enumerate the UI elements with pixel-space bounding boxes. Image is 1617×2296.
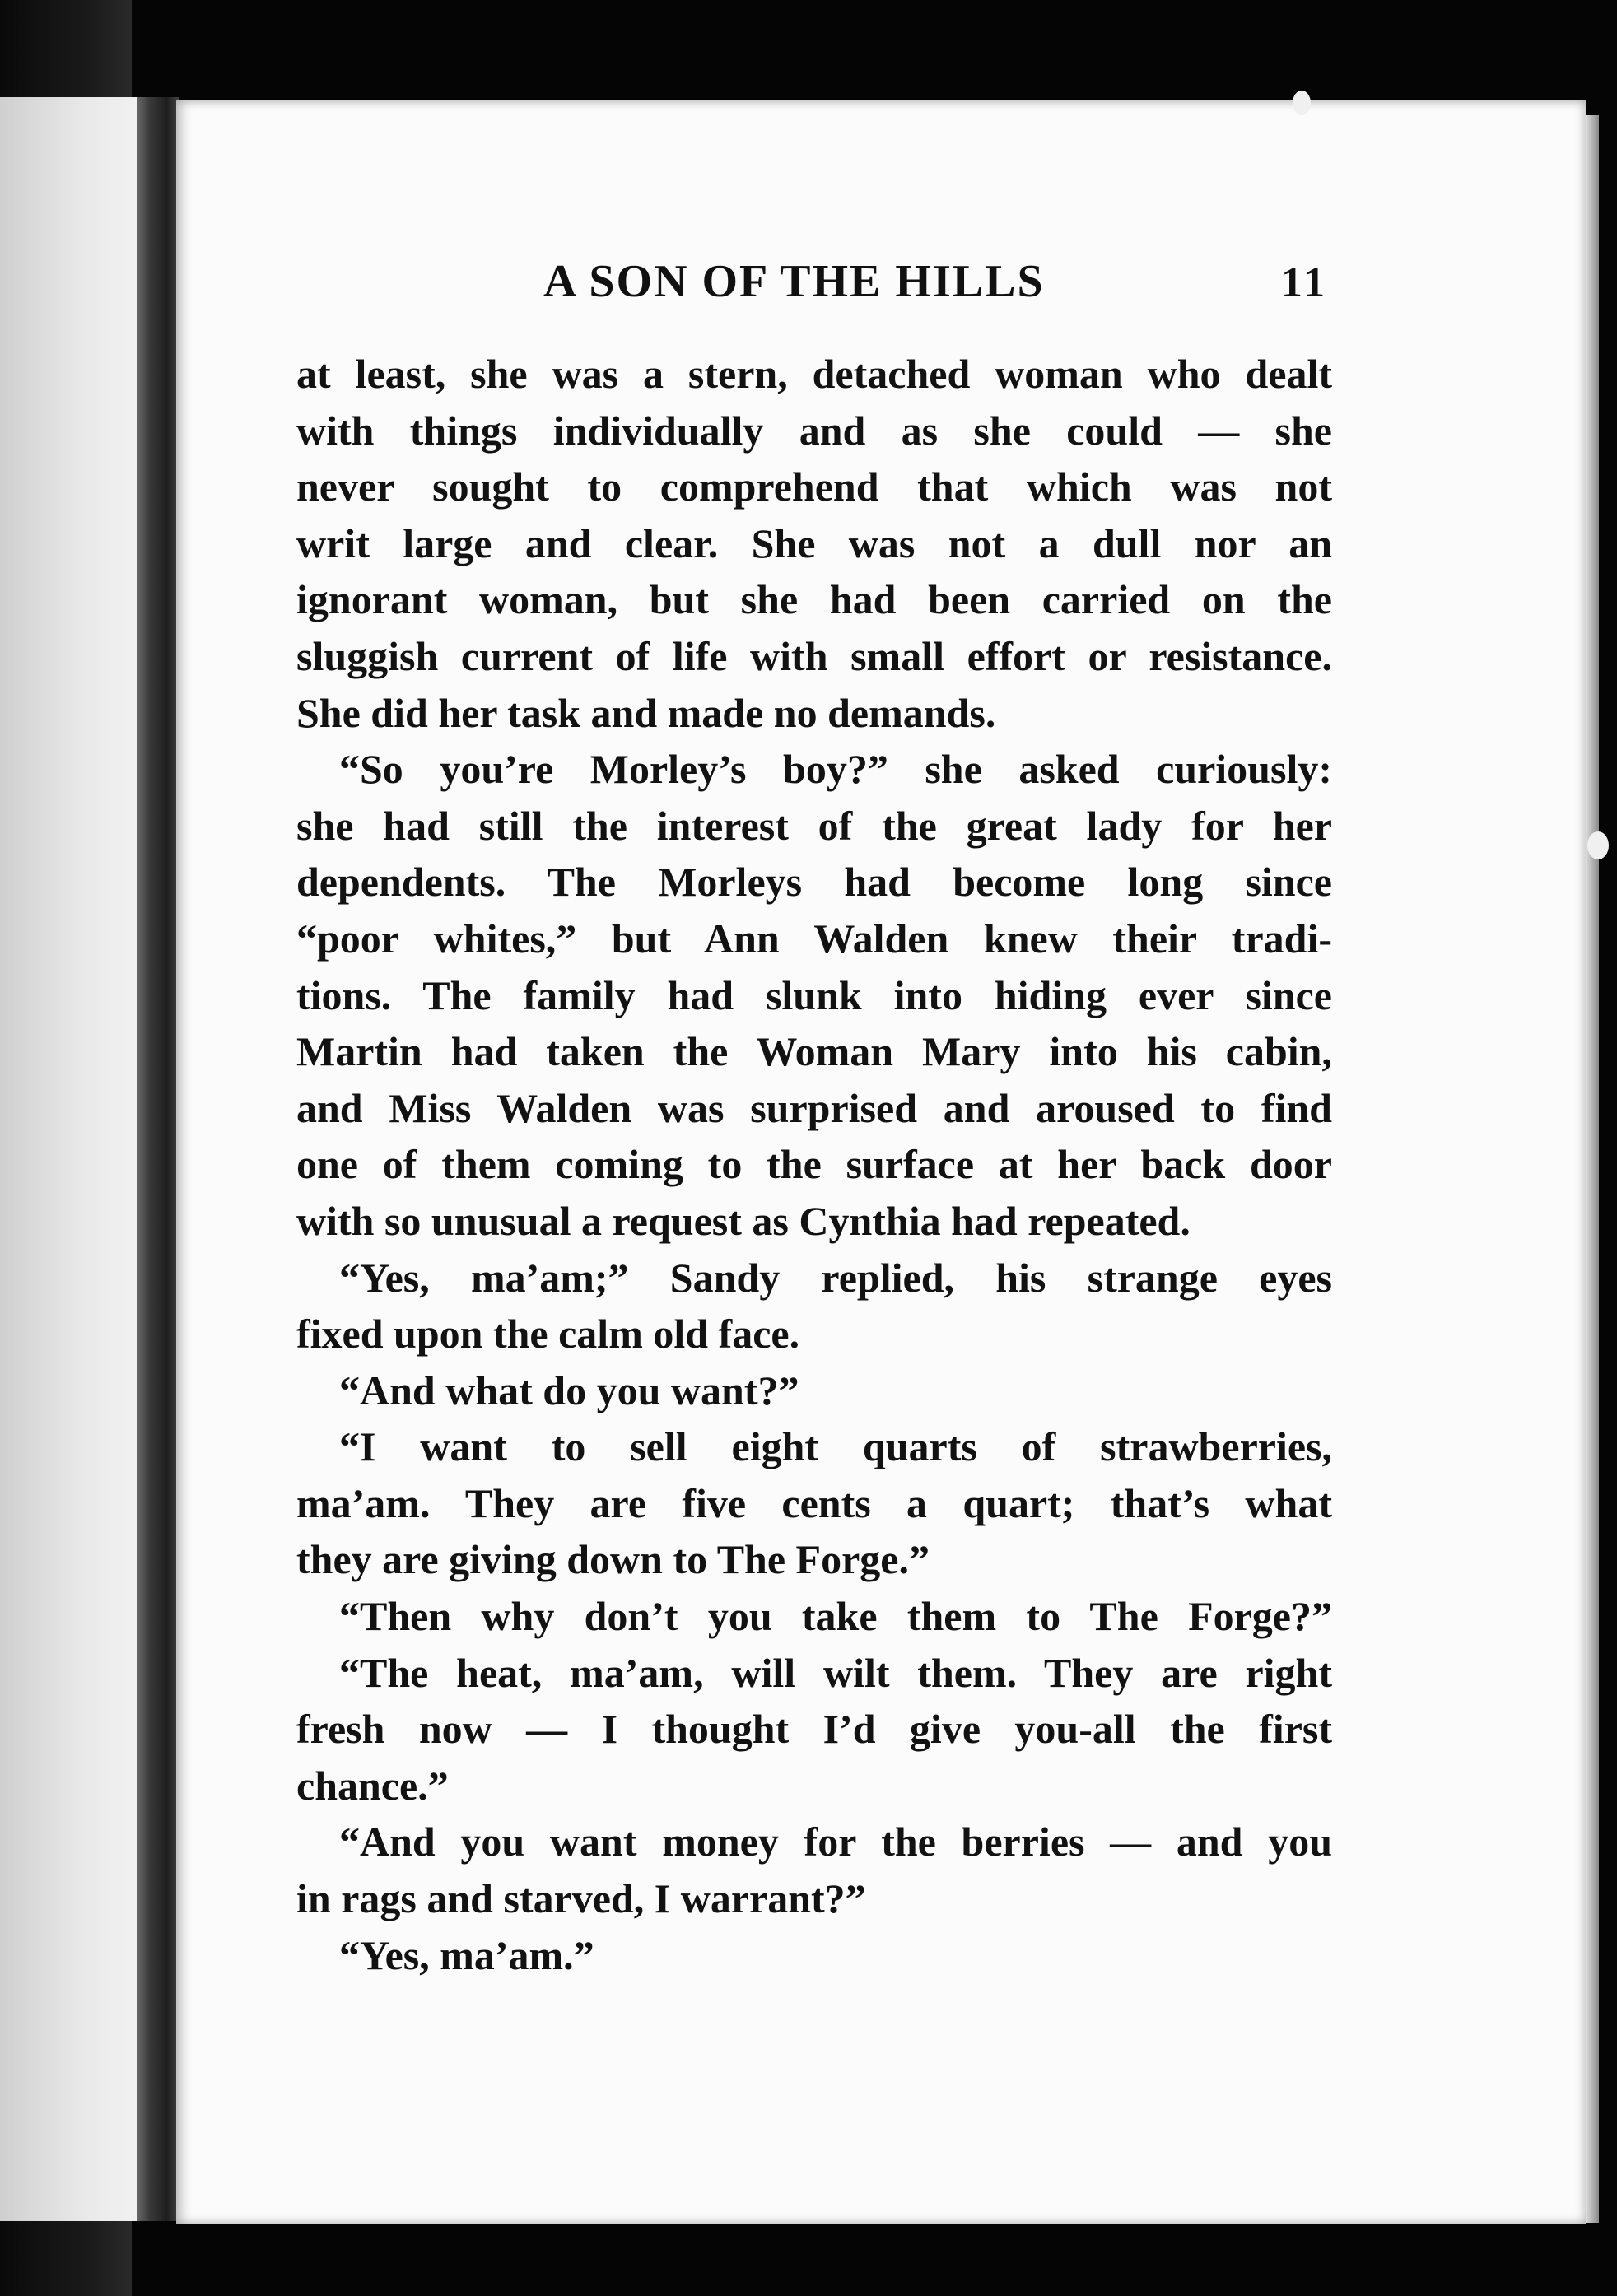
text-line: they are giving down to The Forge.” xyxy=(296,1536,930,1583)
text-line: dependents. The Morleys had become long since xyxy=(296,859,1332,906)
text-line: with so unusual a request as Cynthia had repeated. xyxy=(296,1197,1191,1244)
body-text xyxy=(296,346,1332,1983)
facing-page-edge xyxy=(0,97,142,2221)
text-line: “The heat, ma’am, will wilt them. They are right xyxy=(339,1649,1332,1696)
text-line: chance.” xyxy=(296,1762,449,1809)
text-line: “I want to sell eight quarts of strawberries, xyxy=(339,1423,1332,1470)
text-line: ma’am. They are five cents a quart; that’s what xyxy=(296,1479,1332,1526)
text-line: “poor whites,” but Ann Walden knew their tradi- xyxy=(296,915,1332,962)
text-line: one of them coming to the surface at her back door xyxy=(296,1141,1332,1188)
text-line: in rags and starved, I warrant?” xyxy=(296,1875,866,1922)
text-line: she had still the interest of the great lady for her xyxy=(296,802,1332,849)
text-line: “Yes, ma’am;” Sandy replied, his strange eyes xyxy=(339,1254,1332,1301)
text-line: “And what do you want?” xyxy=(339,1367,799,1413)
text-line: “Then why don’t you take them to The Forge?” xyxy=(339,1593,1332,1640)
running-head-title: A SON OF THE HILLS xyxy=(543,256,1045,307)
text-line: writ large and clear. She was not a dull nor an xyxy=(296,519,1332,566)
paper-speck xyxy=(1293,91,1311,115)
text-line: “And you want money for the berries — and you xyxy=(339,1819,1332,1865)
text-line: at least, she was a stern, detached woman who dealt xyxy=(296,351,1332,397)
text-line: ignorant woman, but she had been carried on the xyxy=(296,576,1332,623)
text-line: sluggish current of life with small effort or resistance. xyxy=(296,632,1332,679)
text-line: with things individually and as she could — she xyxy=(296,407,1332,454)
text-line: never sought to comprehend that which was not xyxy=(296,463,1332,510)
page-number: 11 xyxy=(1281,259,1329,306)
text-line: She did her task and made no demands. xyxy=(296,689,996,736)
text-line: Martin had taken the Woman Mary into his cabin, xyxy=(296,1028,1332,1075)
text-line: “Yes, ma’am.” xyxy=(339,1931,594,1978)
book-gutter xyxy=(137,97,179,2221)
text-line: fixed upon the calm old face. xyxy=(296,1311,800,1358)
paper-speck xyxy=(1587,831,1609,859)
text-line: tions. The family had slunk into hiding ever since xyxy=(296,971,1332,1018)
running-head xyxy=(0,255,1617,321)
page-edge-right xyxy=(1586,115,1599,2223)
text-line: “So you’re Morley’s boy?” she asked curiously: xyxy=(339,746,1332,793)
text-line: and Miss Walden was surprised and aroused to find xyxy=(296,1084,1332,1131)
text-line: fresh now — I thought I’d give you-all the first xyxy=(296,1706,1332,1753)
